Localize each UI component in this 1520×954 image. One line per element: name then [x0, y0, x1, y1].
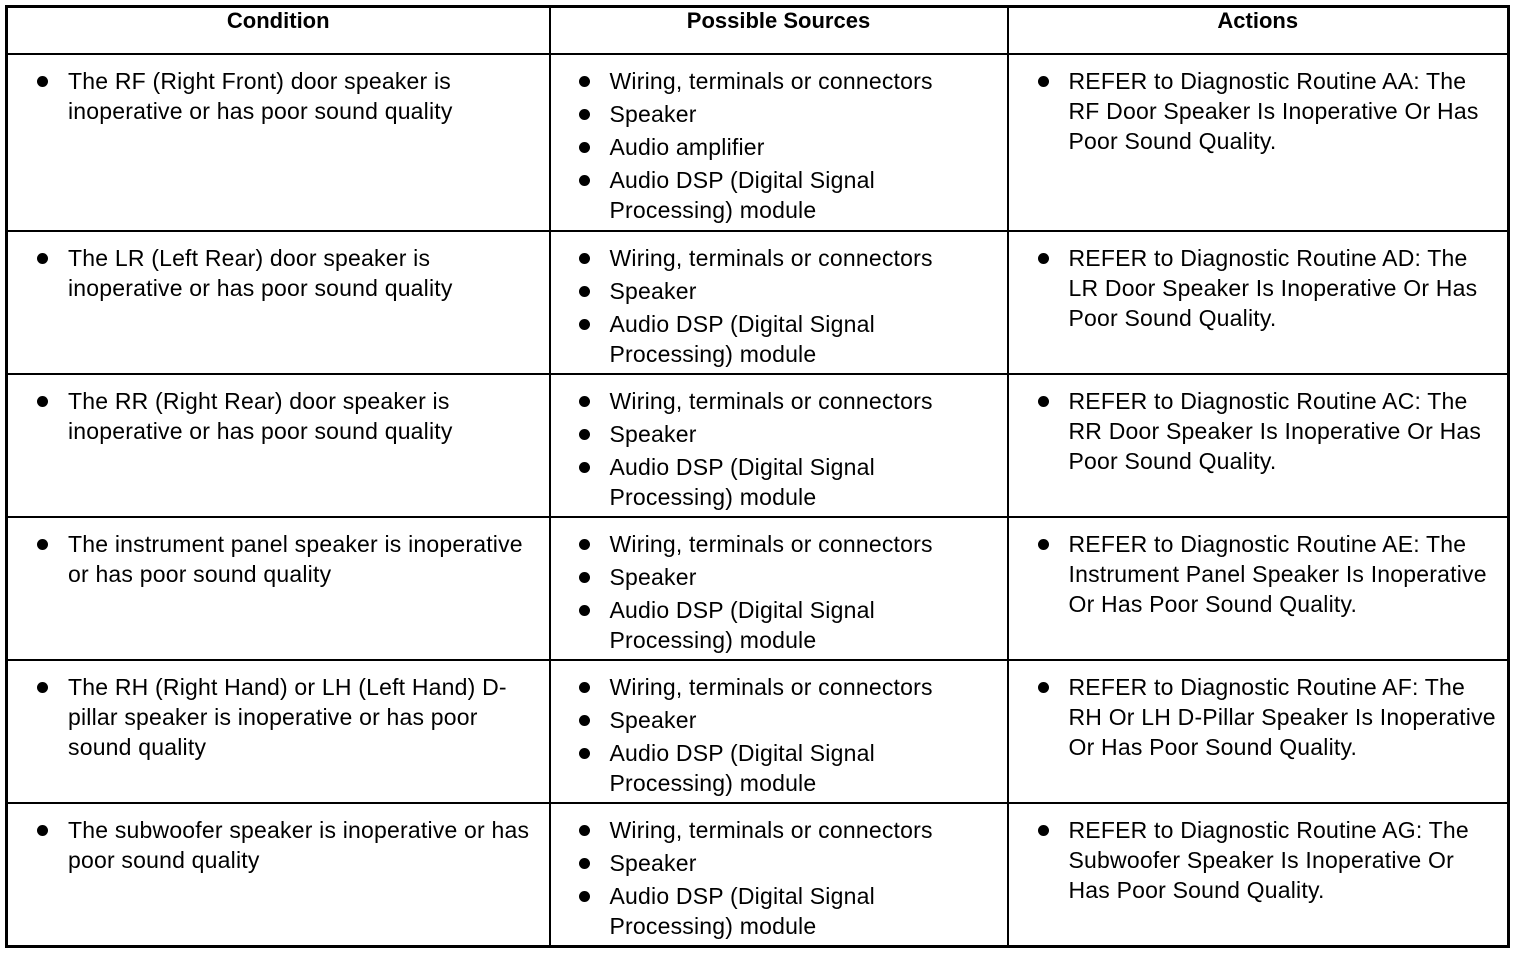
source-text: Speaker: [609, 563, 697, 590]
action-cell: [1008, 517, 1509, 660]
list-item: [9, 815, 540, 875]
sources-cell: [550, 660, 1008, 803]
source-text: Wiring, terminals or connectors: [609, 673, 933, 700]
table-row: [7, 660, 1509, 803]
bullet-icon: [579, 253, 590, 264]
condition-text: The LR (Left Rear) door speaker is inoperative or has poor sound quality: [68, 244, 453, 301]
condition-cell: [7, 803, 550, 947]
action-text: REFER to Diagnostic Routine AC: The RR Door Speaker Is Inoperative Or Has Poor Sound Quality.: [1068, 387, 1482, 474]
bullet-icon: [37, 253, 48, 264]
bullet-icon: [37, 539, 48, 550]
list-item: [552, 815, 998, 845]
action-text: REFER to Diagnostic Routine AD: The LR Door Speaker Is Inoperative Or Has Poor Sound Quality.: [1068, 244, 1478, 331]
condition-cell: [7, 54, 550, 231]
bullet-icon: [579, 76, 590, 87]
source-text: Audio DSP (Digital Signal Processing) module: [609, 596, 875, 653]
source-text: Speaker: [609, 849, 697, 876]
action-text: REFER to Diagnostic Routine AG: The Subwoofer Speaker Is Inoperative Or Has Poor Sound Quality.: [1068, 816, 1469, 903]
action-text: REFER to Diagnostic Routine AF: The RH Or LH D-Pillar Speaker Is Inoperative Or Has Poor Sound Quality.: [1068, 673, 1496, 760]
bullet-icon: [1038, 76, 1049, 87]
action-cell: [1008, 231, 1509, 374]
bullet-icon: [579, 539, 590, 550]
sources-cell: [550, 231, 1008, 374]
list-item: [552, 529, 998, 559]
bullet-icon: [579, 605, 590, 616]
list-item: [552, 705, 998, 735]
column-header-possible-sources: Possible Sources: [550, 7, 1008, 54]
column-header-actions: Actions: [1008, 7, 1509, 54]
bullet-icon: [579, 572, 590, 583]
bullet-icon: [579, 748, 590, 759]
source-text: Wiring, terminals or connectors: [609, 816, 933, 843]
source-text: Audio DSP (Digital Signal Processing) module: [609, 310, 875, 367]
table-row: [7, 231, 1509, 374]
source-text: Audio DSP (Digital Signal Processing) module: [609, 453, 875, 510]
condition-text: The instrument panel speaker is inoperative or has poor sound quality: [68, 530, 523, 587]
list-item: [1010, 529, 1499, 619]
source-text: Audio DSP (Digital Signal Processing) module: [609, 739, 875, 796]
list-item: [1010, 672, 1499, 762]
column-header-condition: Condition: [7, 7, 550, 54]
source-text: Speaker: [609, 420, 697, 447]
sources-cell: [550, 54, 1008, 231]
list-item: [552, 452, 998, 512]
table-row: [7, 54, 1509, 231]
source-text: Speaker: [609, 100, 697, 127]
bullet-icon: [1038, 396, 1049, 407]
list-item: [1010, 815, 1499, 905]
bullet-icon: [579, 319, 590, 330]
bullet-icon: [579, 682, 590, 693]
list-item: [552, 276, 998, 306]
list-item: [552, 243, 998, 273]
action-text: REFER to Diagnostic Routine AE: The Instrument Panel Speaker Is Inoperative Or Has Poor Sound Quality.: [1068, 530, 1487, 617]
bullet-icon: [579, 462, 590, 473]
source-text: Audio amplifier: [609, 133, 765, 160]
source-text: Wiring, terminals or connectors: [609, 530, 933, 557]
bullet-icon: [579, 858, 590, 869]
list-item: [1010, 386, 1499, 476]
source-text: Audio DSP (Digital Signal Processing) module: [609, 166, 875, 223]
condition-cell: [7, 374, 550, 517]
bullet-icon: [579, 142, 590, 153]
list-item: [552, 419, 998, 449]
list-item: [552, 881, 998, 941]
list-item: [552, 595, 998, 655]
list-item: [552, 99, 998, 129]
condition-text: The RR (Right Rear) door speaker is inoperative or has poor sound quality: [68, 387, 453, 444]
list-item: [9, 672, 540, 762]
bullet-icon: [579, 825, 590, 836]
list-item: [552, 165, 998, 225]
bullet-icon: [579, 175, 590, 186]
source-text: Wiring, terminals or connectors: [609, 387, 933, 414]
list-item: [552, 309, 998, 369]
condition-text: The RF (Right Front) door speaker is inoperative or has poor sound quality: [68, 67, 453, 124]
list-item: [9, 386, 540, 446]
table-row: [7, 803, 1509, 947]
diagnostic-table: [5, 5, 1510, 948]
list-item: [9, 529, 540, 589]
list-item: [9, 243, 540, 303]
source-text: Audio DSP (Digital Signal Processing) module: [609, 882, 875, 939]
sources-cell: [550, 803, 1008, 947]
action-cell: [1008, 803, 1509, 947]
header-row: [7, 7, 1509, 54]
bullet-icon: [37, 76, 48, 87]
condition-text: The RH (Right Hand) or LH (Left Hand) D-pillar speaker is inoperative or has poor sound quality: [68, 673, 507, 760]
bullet-icon: [1038, 825, 1049, 836]
condition-text: The subwoofer speaker is inoperative or has poor sound quality: [68, 816, 530, 873]
list-item: [552, 848, 998, 878]
list-item: [552, 562, 998, 592]
bullet-icon: [579, 891, 590, 902]
bullet-icon: [37, 396, 48, 407]
table-row: [7, 517, 1509, 660]
list-item: [1010, 243, 1499, 333]
action-cell: [1008, 54, 1509, 231]
bullet-icon: [579, 109, 590, 120]
sources-cell: [550, 517, 1008, 660]
condition-cell: [7, 231, 550, 374]
list-item: [552, 386, 998, 416]
list-item: [552, 738, 998, 798]
action-cell: [1008, 374, 1509, 517]
list-item: [9, 66, 540, 126]
bullet-icon: [579, 286, 590, 297]
bullet-icon: [1038, 539, 1049, 550]
action-text: REFER to Diagnostic Routine AA: The RF Door Speaker Is Inoperative Or Has Poor Sound Quality.: [1068, 67, 1479, 154]
source-text: Wiring, terminals or connectors: [609, 67, 933, 94]
bullet-icon: [579, 396, 590, 407]
bullet-icon: [579, 715, 590, 726]
action-cell: [1008, 660, 1509, 803]
list-item: [1010, 66, 1499, 156]
condition-cell: [7, 660, 550, 803]
bullet-icon: [37, 682, 48, 693]
bullet-icon: [1038, 682, 1049, 693]
list-item: [552, 66, 998, 96]
bullet-icon: [37, 825, 48, 836]
source-text: Wiring, terminals or connectors: [609, 244, 933, 271]
list-item: [552, 672, 998, 702]
sources-cell: [550, 374, 1008, 517]
list-item: [552, 132, 998, 162]
source-text: Speaker: [609, 706, 697, 733]
table-row: [7, 374, 1509, 517]
bullet-icon: [579, 429, 590, 440]
source-text: Speaker: [609, 277, 697, 304]
bullet-icon: [1038, 253, 1049, 264]
condition-cell: [7, 517, 550, 660]
